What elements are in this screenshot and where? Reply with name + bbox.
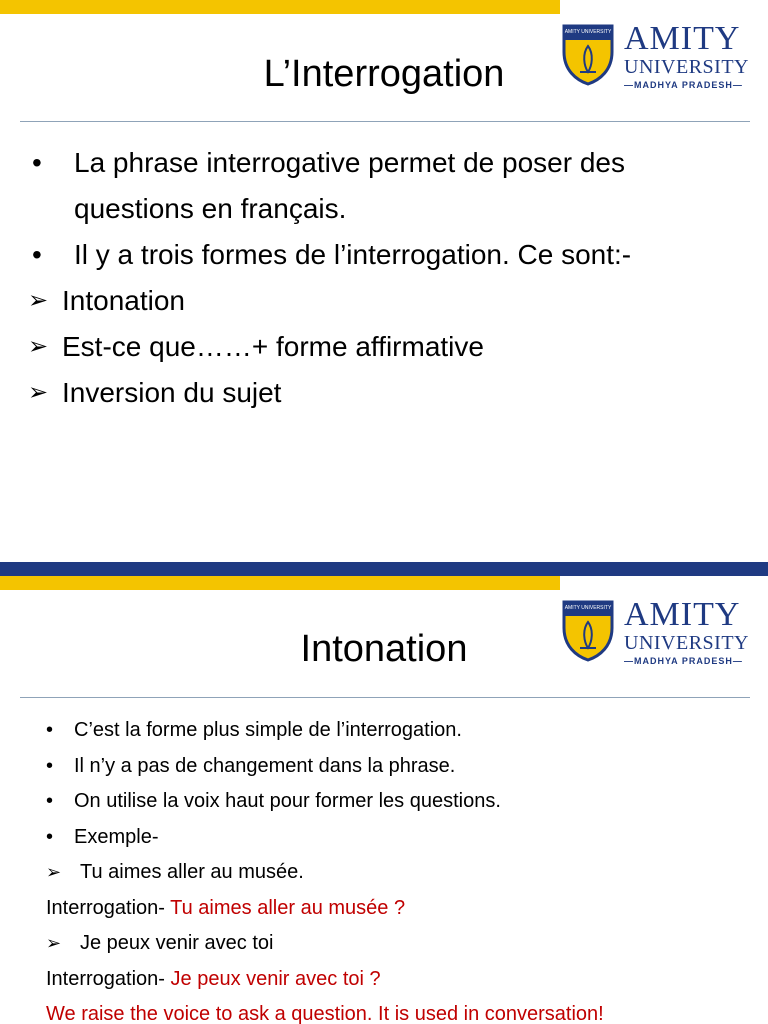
- header-stripe: [0, 0, 768, 14]
- example-interrogation: Interrogation- Je peux venir avec toi ?: [46, 967, 381, 990]
- bullet-item: • Exemple-: [46, 820, 746, 856]
- bullet-dot: •: [46, 825, 54, 848]
- logo-region: —MADHYA PRADESH—: [624, 80, 743, 90]
- bullet-item: • Il y a trois formes de l’interrogation. Ce sont:-: [28, 232, 728, 278]
- slide-1-body: [28, 140, 728, 416]
- arrow-item: ➢ Inversion du sujet: [28, 370, 728, 416]
- svg-text:AMITY UNIVERSITY: AMITY UNIVERSITY: [564, 29, 612, 35]
- bullet-dot: •: [46, 790, 54, 812]
- bullet-dot: •: [32, 239, 42, 270]
- example-statement: ➢ Je peux venir avec toi: [46, 926, 746, 962]
- arrow-bullet-icon: ➢: [28, 379, 49, 406]
- gold-band: [0, 576, 560, 590]
- navy-band: [0, 562, 768, 576]
- arrow-bullet-icon: ➢: [46, 862, 62, 882]
- logo-amity: AMITY: [624, 596, 741, 633]
- example-interrogation: Interrogation- Tu aimes aller au musée ?: [46, 896, 406, 919]
- arrow-bullet-icon: ➢: [28, 333, 49, 360]
- arrow-bullet-icon: ➢: [28, 287, 49, 314]
- slide-1-title: L’Interrogation: [263, 53, 505, 95]
- title-divider: [20, 121, 750, 122]
- slide-2: [0, 562, 768, 1024]
- bullet-item: • Il n’y a pas de changement dans la phrase.: [46, 749, 746, 785]
- svg-text:AMITY UNIVERSITY: AMITY UNIVERSITY: [564, 605, 612, 611]
- arrow-item: ➢ Intonation: [28, 278, 728, 324]
- bullet-item: • C’est la forme plus simple de l’interrogation.: [46, 713, 746, 749]
- bullet-dot: •: [32, 147, 42, 178]
- bullet-dot: •: [46, 719, 54, 741]
- example-question: Je peux venir avec toi ?: [170, 967, 381, 990]
- logo-amity: AMITY: [624, 20, 741, 57]
- bullet-item: • On utilise la voix haut pour former les questions.: [46, 784, 746, 820]
- note-text: We raise the voice to ask a question. It is used in conversation!: [46, 1003, 604, 1024]
- gold-band: [0, 0, 560, 14]
- header-stripe: [0, 562, 768, 590]
- title-divider: [20, 697, 750, 698]
- bullet-item: • La phrase interrogative permet de poser des questions en français.: [28, 140, 728, 232]
- slide-2-body: [46, 713, 746, 1024]
- slide-2-title: Intonation: [300, 628, 468, 670]
- bullet-dot: •: [46, 754, 54, 777]
- arrow-bullet-icon: ➢: [46, 933, 62, 953]
- example-statement: ➢ Tu aimes aller au musée.: [46, 855, 746, 891]
- logo-university: UNIVERSITY: [624, 632, 749, 654]
- example-question: Tu aimes aller au musée ?: [170, 896, 406, 919]
- arrow-item: ➢ Est-ce que……+ forme affirmative: [28, 324, 728, 370]
- logo-region: —MADHYA PRADESH—: [624, 656, 743, 666]
- logo-university: UNIVERSITY: [624, 56, 749, 78]
